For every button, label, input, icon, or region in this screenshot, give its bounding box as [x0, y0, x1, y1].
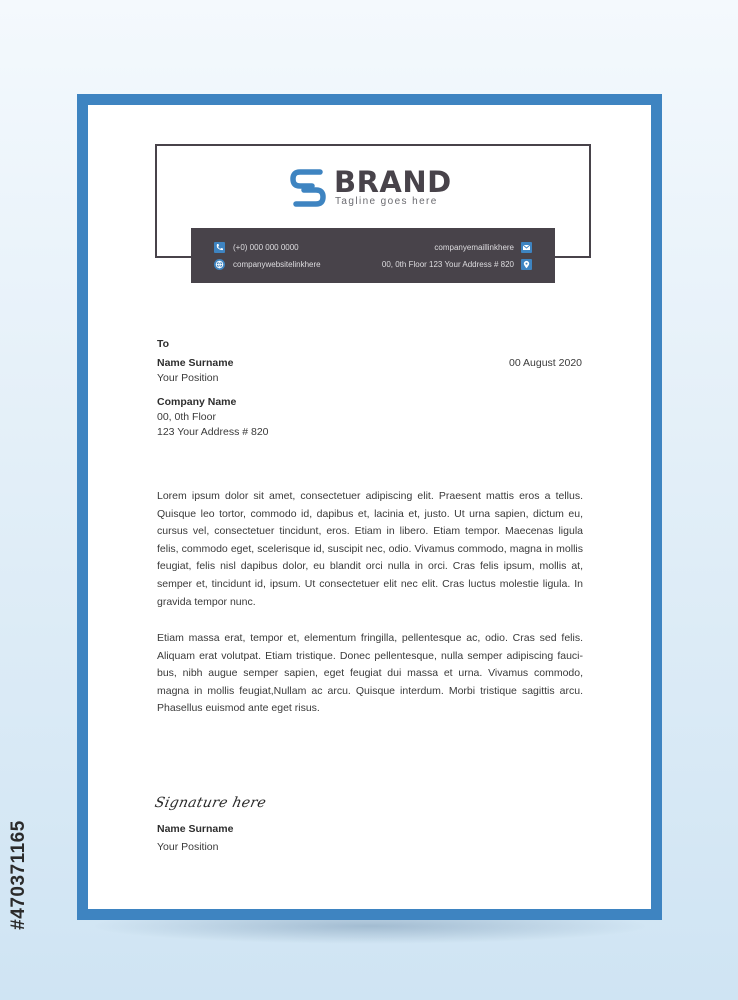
globe-icon: [214, 259, 225, 270]
company-address-line1: 00, 0th Floor: [157, 411, 216, 423]
company-name: Company Name: [157, 396, 237, 408]
brand-name: BRAND: [334, 165, 452, 199]
contact-bar: [191, 228, 555, 283]
to-label: To: [157, 338, 170, 350]
location-pin-icon: [521, 259, 532, 270]
signer-position: Your Position: [157, 841, 219, 853]
signer-name: Name Surname: [157, 823, 234, 835]
brand-logo-icon: [290, 168, 326, 208]
phone-text: (+0) 000 000 0000: [233, 243, 299, 252]
signature: Signature here: [153, 795, 268, 811]
letter-date: 00 August 2020: [509, 357, 582, 369]
website-text: companywebsitelinkhere: [233, 260, 321, 269]
mail-icon: [521, 242, 532, 253]
body-paragraph-1: Lorem ipsum dolor sit amet, consectetuer adipiscing elit. Praesent mattis eros a tellus. Quisque leo tortor, commodo id, dapibus et, lacinia et, justo. Ut urna sapien, dictum eu, cursus vel, consectetuer tincidunt, eros. Etiam in libero. Etiam tempor. Maecenas ligula felis, commodo eget, scelerisque id, suscipit nec, odio. Vivamus commodo, magna in mollis feugiat, felis nisl dapibus dolor, eu blandit orci nulla in orci. Cras felis ipsum, mollis at, semper et, tincidunt id, ipsum. Ut consectetuer elit nec elit. Cras luctus molestie ligula. In gravida tempor nunc.: [157, 490, 583, 608]
email-text: companyemaillinkhere: [434, 243, 514, 252]
stock-id-label: [4, 770, 34, 980]
phone-icon: [214, 242, 225, 253]
recipient-name: Name Surname: [157, 357, 234, 369]
brand-tagline: Tagline goes here: [335, 196, 438, 207]
company-address-line2: 123 Your Address # 820: [157, 426, 269, 438]
body-paragraph-2: Etiam massa erat, tempor et, elementum fringilla, pellentesque ac, odio. Cras sed felis. Aliquam erat volutpat. Etiam tristique. Donec pellentesque, nulla semper adipiscing faucibus, nibh augue semper sapien, eget feugiat dui massa et urna. Vivamus commodo, magna in mollis feugiat,Nullam ac arcu. Quisque interdum. Morbi tristique sagittis arcu. Phasellus euismod ante eget risus.: [157, 632, 583, 715]
stock-id-text: #470371165: [8, 820, 29, 930]
recipient-position: Your Position: [157, 372, 219, 384]
address-text: 00, 0th Floor 123 Your Address # 820: [381, 260, 514, 269]
